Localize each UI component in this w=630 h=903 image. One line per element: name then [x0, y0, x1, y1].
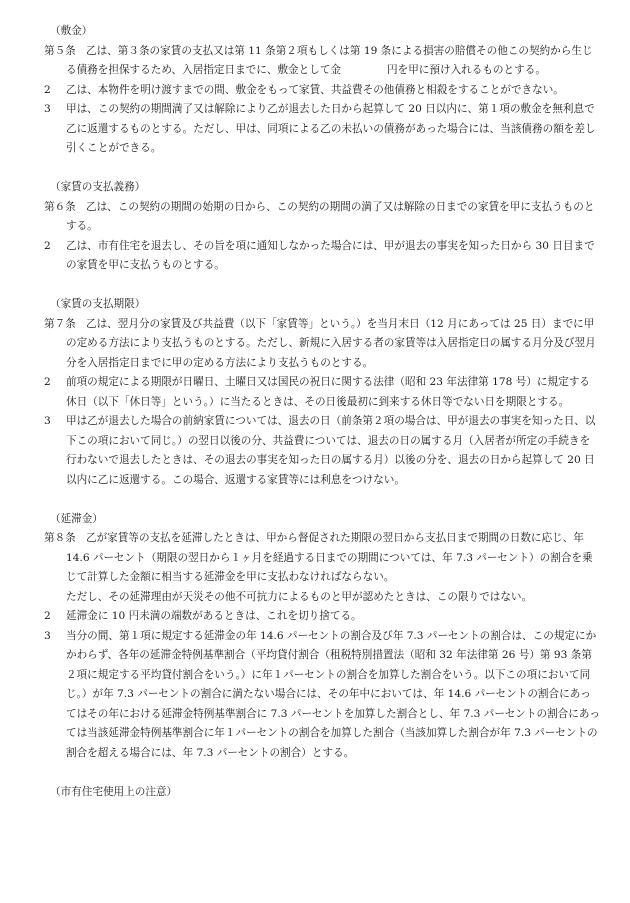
section-gap: [44, 276, 600, 296]
paragraph-number: 2: [44, 83, 51, 96]
section-gap: [44, 763, 600, 783]
paragraph-text: 乙は、第３条の家賃の支払又は第 11 条第２項もしくは第 19 条による損害の賠償その他この契約から生じる債務を担保するため、入居指定日までに、敷金として金: [66, 44, 593, 76]
paragraph-text: 乙は、本物件を明け渡すまでの間、敷金をもって家賃、共益費その他債務と相殺をすることができない。: [66, 83, 564, 96]
paragraph-number: 3: [44, 103, 51, 115]
paragraph-number: 2: [44, 610, 51, 622]
article-5-paragraph-3: [44, 100, 600, 159]
paragraph-text: 当分の間、第１項に規定する延滞金の年 14.6 パーセントの割合及び年 7.3 パーセントの割合は、この規定にかかわらず、各年の延滞金特例基準割合（平均貸付割合（租税特別措置法（昭和 32 年法律第 26 号）第 93 条第２項に規定する平均貸付割合をいう。）に年１パーセントの割合を加算した割合をいう。以下この項において同じ。）が年 7.3 パーセントの割合に満たない場合には、その年中においては、年 14.6 パーセントの割合にあってはその年における延滞金特例基準割合に 7.3 パーセントを加算した割合とし、年 7.3 パーセントの割合にあっては当該延滞金特例基準割合に年１パーセントの割合を加算した割合（当該加算した割合が年 7.3 パーセントの割合を超える場合には、年 7.3 パーセントの割合）とする。: [66, 629, 600, 759]
section-title-usage: （市有住宅使用上の注意）: [50, 785, 178, 798]
paragraph-text: 延滞金に 10 円未満の端数があるときは、これを切り捨てる。: [66, 610, 362, 622]
section-gap: [44, 490, 600, 510]
paragraph-text: 乙は、翌月分の家賃及び共益費（以下「家賃等」という。）を当月末日（12 月にあっては 25 日）までに甲の定める方法により支払うものとする。ただし、新規に入居する者の家賃等は入居指定日の属する月分及び翌月分を入居指定日までに甲の定める方法により支払うものとする。: [66, 317, 596, 369]
section-title-rent-due: （家賃の支払期限）: [50, 298, 146, 310]
section-title-rent-duty: （家賃の支払義務）: [50, 181, 146, 193]
article-number: 第６条: [44, 200, 76, 213]
article-5-paragraph-2: [44, 81, 600, 101]
article-number: 第７条: [44, 317, 76, 330]
article-8-paragraph-1: [44, 529, 600, 588]
paragraph-text: 甲は乙が退去した場合の前納家賃については、退去の日（前条第２項の場合は、甲が退去の事実を知った日、以下この項において同じ。）の翌日以後の分、共益費については、退去の日の属する月（入居者が所定の手続きを行わないで退去したときは、その退去の事実を知った日の属する月）以後の分を、退去の日から起算して 20 日以内に乙に返還する。この場合、返還する家賃等には利息をつけない。: [66, 415, 596, 486]
article-7-paragraph-2: [44, 373, 600, 412]
article-8-paragraph-3: [44, 627, 600, 764]
paragraph-text: 前項の規定による期限が日曜日、土曜日又は国民の祝日に関する法律（昭和 23 年法律第 178 号）に規定する休日（以下「休日等」という。）に当たるときは、その日後最初に到来する休日等でない日を期限とする。: [66, 376, 590, 408]
document-body: [44, 22, 600, 802]
paragraph-number: 2: [44, 239, 51, 252]
article-5-paragraph-1: [44, 42, 600, 81]
section-gap: [44, 159, 600, 179]
article-number: 第８条: [44, 532, 76, 544]
article-6-paragraph-1: [44, 198, 600, 237]
article-8-proviso: ただし、その延滞理由が天災その他不可抗力によるものと甲が認めたときは、この限りではない。: [66, 590, 533, 603]
paragraph-text: 乙が家賃等の支払を延滞したときは、甲から督促された期限の翌日から支払日まで期間の日数に応じ、年 14.6 パーセント（期限の翌日から１ヶ月を経過する日までの期間については、年 7.3 パーセント）の割合を乗じて計算した金額に相当する延滞金を甲に支払わなければならない。: [66, 532, 593, 583]
article-8-paragraph-2: [44, 607, 600, 627]
paragraph-text: 円を甲に預け入れるものとする。: [387, 64, 546, 76]
paragraph-number: 3: [44, 629, 51, 642]
paragraph-number: 2: [44, 376, 51, 388]
paragraph-text: 甲は、この契約の期間満了又は解除により乙が退去した日から起算して 20 日以内に、第１項の敷金を無利息で乙に返還するものとする。ただし、甲は、同項による乙の未払いの債務があった場合には、当該債務の額を差し引くことができる。: [66, 103, 596, 154]
section-title-late-fee: （延滞金）: [50, 512, 103, 525]
paragraph-number: 3: [44, 415, 51, 427]
paragraph-text: 乙は、この契約の期間の始期の日から、この契約の期間の満了又は解除の日までの家賃を甲に支払うものとする。: [66, 200, 595, 232]
paragraph-text: 乙は、市有住宅を退去し、その旨を項に通知しなかった場合には、甲が退去の事実を知った日から 30 日目までの家賃を甲に支払うものとする。: [66, 239, 595, 271]
article-6-paragraph-2: [44, 237, 600, 276]
section-title-deposit: （敷金）: [50, 25, 93, 37]
article-number: 第５条: [44, 44, 76, 57]
article-7-paragraph-3: [44, 412, 600, 490]
article-7-paragraph-1: [44, 315, 600, 374]
